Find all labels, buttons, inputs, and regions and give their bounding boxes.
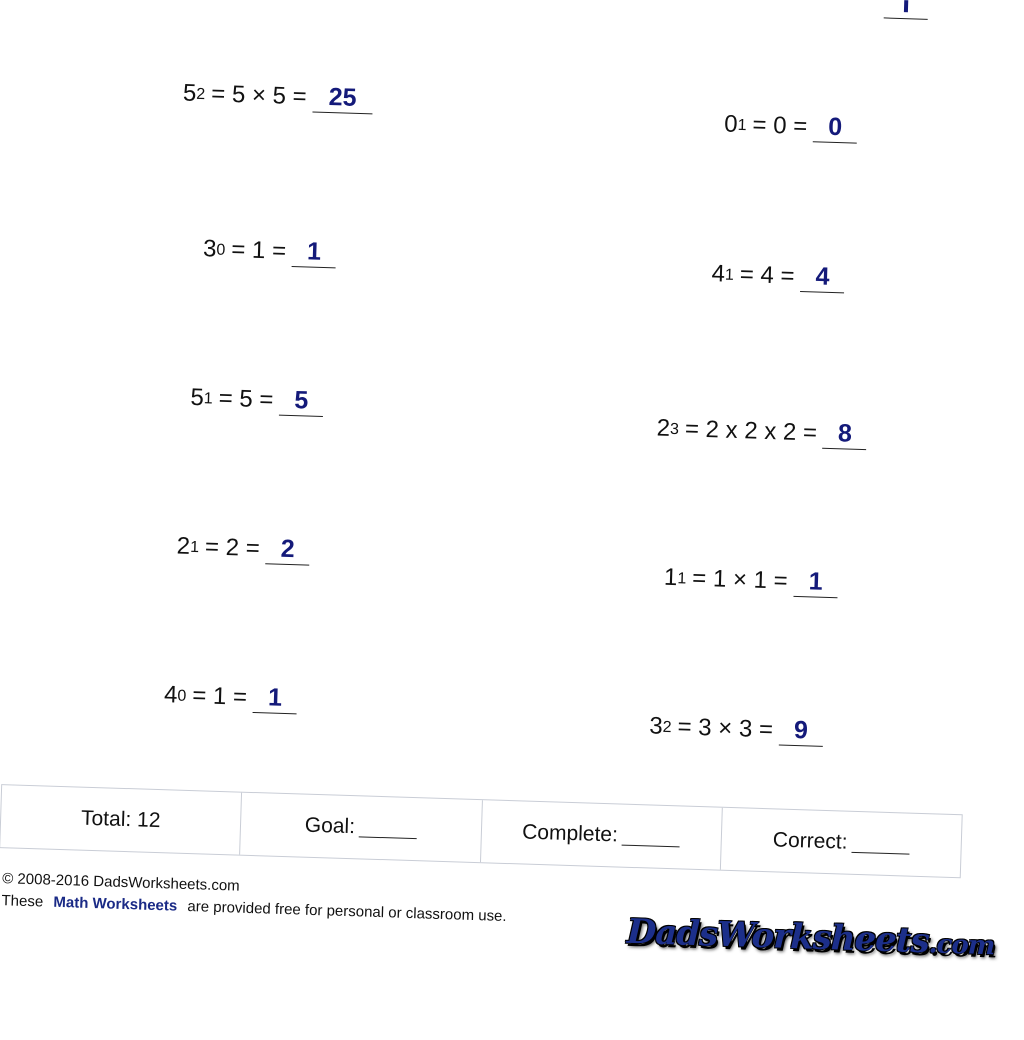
answer-field[interactable]: 0 — [813, 113, 858, 143]
answer-field[interactable]: 25 — [312, 84, 373, 115]
problem-7 — [176, 532, 310, 565]
complete-blank[interactable] — [622, 826, 681, 847]
base: 3 — [648, 712, 664, 740]
base: 3 — [202, 235, 217, 263]
problem-2 — [724, 110, 858, 143]
score-total — [0, 785, 242, 855]
problem-10 — [649, 712, 824, 746]
exponent: 1 — [677, 570, 687, 588]
expansion: = 2 x 2 x 2 = — [684, 415, 818, 447]
problem-9 — [164, 681, 298, 714]
base: 2 — [656, 414, 671, 442]
base: 5 — [190, 383, 205, 412]
score-complete — [480, 800, 722, 870]
score-goal — [240, 793, 482, 863]
answer-field[interactable]: 2 — [265, 535, 310, 565]
footer — [1, 868, 507, 928]
exponent: 1 — [203, 390, 213, 408]
expansion: = 1 = — [191, 682, 248, 711]
expansion: = 0 = — [752, 111, 808, 141]
expansion: = 5 × 5 = — [210, 80, 308, 111]
answer-field[interactable]: 9 — [778, 717, 823, 747]
usage-prefix: These — [1, 892, 44, 911]
exponent: 3 — [669, 420, 680, 439]
exponent: 2 — [196, 85, 206, 104]
problem-5 — [190, 384, 324, 417]
answer-field[interactable]: 1 — [253, 684, 298, 714]
score-box — [0, 784, 963, 878]
expansion: = 5 = — [218, 384, 274, 414]
math-worksheets-link[interactable]: Math Worksheets — [53, 893, 178, 915]
exponent: 1 — [724, 266, 735, 284]
answer-field[interactable]: 4 — [800, 263, 845, 293]
problem-8 — [664, 564, 839, 598]
complete-label: Complete: — [521, 820, 619, 847]
problem-6 — [656, 415, 867, 451]
correct-blank[interactable] — [851, 833, 910, 854]
expansion: = 1 × 1 = — [691, 564, 789, 595]
exponent: 0 — [216, 241, 226, 259]
correct-label: Correct: — [772, 828, 848, 854]
copyright: © 2008-2016 DadsWorksheets.com — [1, 870, 240, 895]
goal-label: Goal: — [304, 813, 356, 839]
base: 1 — [663, 563, 678, 592]
logo-main: DadsWorksheets — [626, 911, 930, 962]
exponent: 1 — [737, 116, 747, 135]
exponent: 1 — [189, 538, 200, 557]
usage-suffix: are provided free for personal or classroom use. — [187, 898, 507, 926]
problem-3 — [203, 235, 337, 268]
base: 4 — [163, 681, 178, 709]
answer-field[interactable]: 1 — [292, 238, 337, 268]
base: 2 — [176, 532, 191, 560]
answer-field[interactable]: 5 — [279, 387, 324, 417]
problem-4 — [711, 260, 845, 293]
answer-field[interactable]: 8 — [823, 420, 868, 450]
expansion: = 3 × 3 = — [677, 713, 774, 744]
expansion: = 2 = — [204, 533, 261, 563]
expansion: = 1 = — [230, 236, 287, 265]
base: 4 — [711, 260, 726, 288]
dadsworksheets-logo — [626, 912, 995, 964]
exponent: 0 — [177, 687, 187, 705]
previous-answer-fragment — [884, 3, 928, 19]
logo-tld: .com — [928, 929, 995, 962]
score-correct — [721, 808, 962, 877]
exponent: 2 — [662, 718, 672, 737]
expansion: = 4 = — [739, 261, 795, 290]
total-label: Total: 12 — [80, 806, 161, 833]
problem-1 — [183, 79, 374, 114]
goal-blank[interactable] — [359, 818, 418, 839]
base: 5 — [182, 79, 197, 107]
answer-field[interactable]: 1 — [793, 568, 838, 598]
base: 0 — [723, 110, 739, 138]
